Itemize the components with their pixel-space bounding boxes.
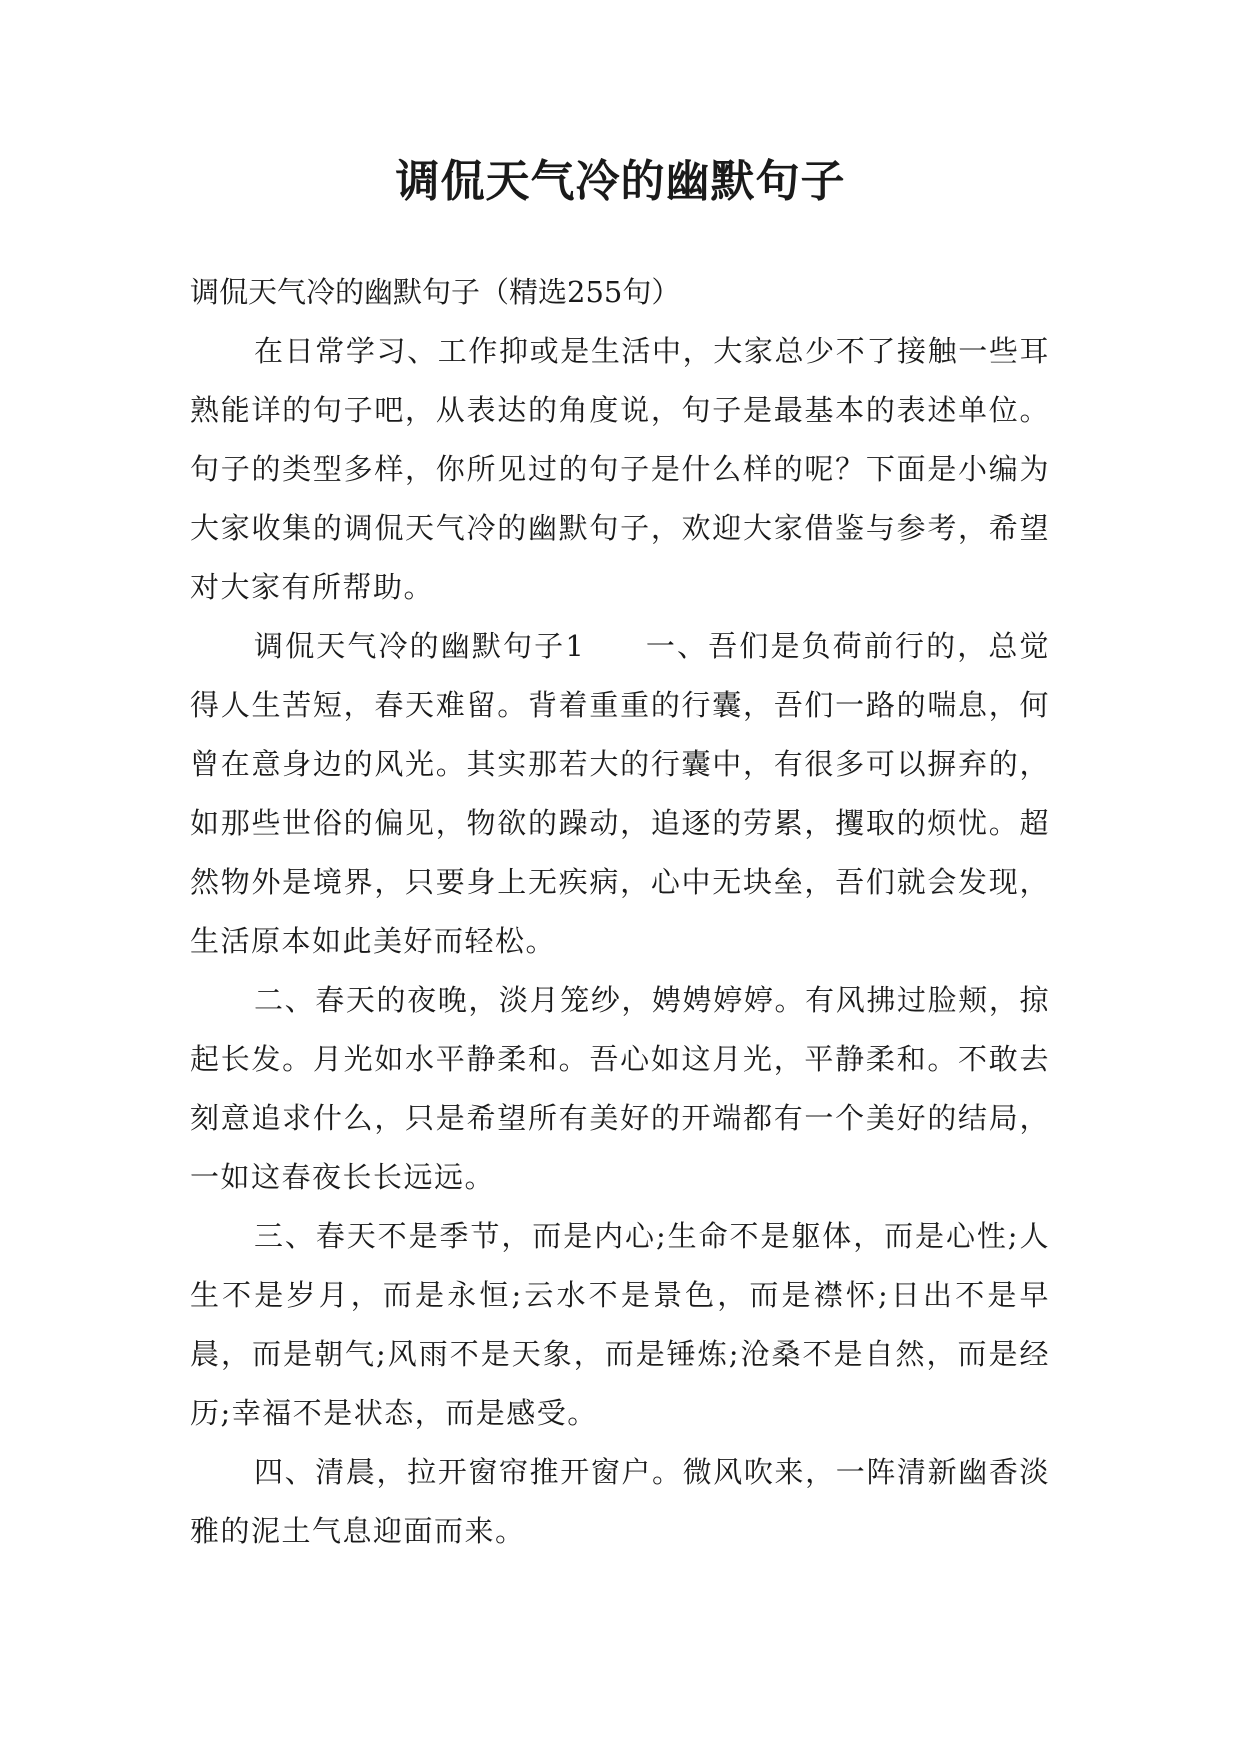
document-body [190,263,1050,1561]
item-2-paragraph: 二、春天的夜晚，淡月笼纱，娉娉婷婷。有风拂过脸颊，掠起长发。月光如水平静柔和。吾心如这月光，平静柔和。不敢去刻意追求什么，只是希望所有美好的开端都有一个美好的结局，一如这春夜长长远远。 [190,983,1050,1194]
section-1-paragraph [190,617,1050,971]
item-3-paragraph: 三、春天不是季节，而是内心;生命不是躯体，而是心性;人生不是岁月，而是永恒;云水不是景色，而是襟怀;日出不是早晨，而是朝气;风雨不是天象，而是锤炼;沧桑不是自然，而是经历;幸福不是状态，而是感受。 [190,1219,1050,1430]
section-1-text: 一、吾们是负荷前行的，总觉得人生苦短，春天难留。背着重重的行囊，吾们一路的喘息，何曾在意身边的风光。其实那若大的行囊中，有很多可以摒弃的，如那些世俗的偏见，物欲的躁动，追逐的劳累，攫取的烦忧。超然物外是境界，只要身上无疾病，心中无块垒，吾们就会发现，生活原本如此美好而轻松。 [190,629,1050,958]
intro-paragraph: 在日常学习、工作抑或是生活中，大家总少不了接触一些耳熟能详的句子吧，从表达的角度说，句子是最基本的表述单位。句子的类型多样，你所见过的句子是什么样的呢？下面是小编为大家收集的调侃天气冷的幽默句子，欢迎大家借鉴与参考，希望对大家有所帮助。 [190,334,1050,604]
document-subtitle: 调侃天气冷的幽默句子（精选255句） [190,275,681,309]
document-title: 调侃天气冷的幽默句子 [395,156,846,207]
item-4-paragraph: 四、清晨，拉开窗帘推开窗户。微风吹来，一阵清新幽香淡雅的泥土气息迎面而来。 [190,1455,1050,1548]
section-heading: 调侃天气冷的幽默句子1 [254,629,586,663]
